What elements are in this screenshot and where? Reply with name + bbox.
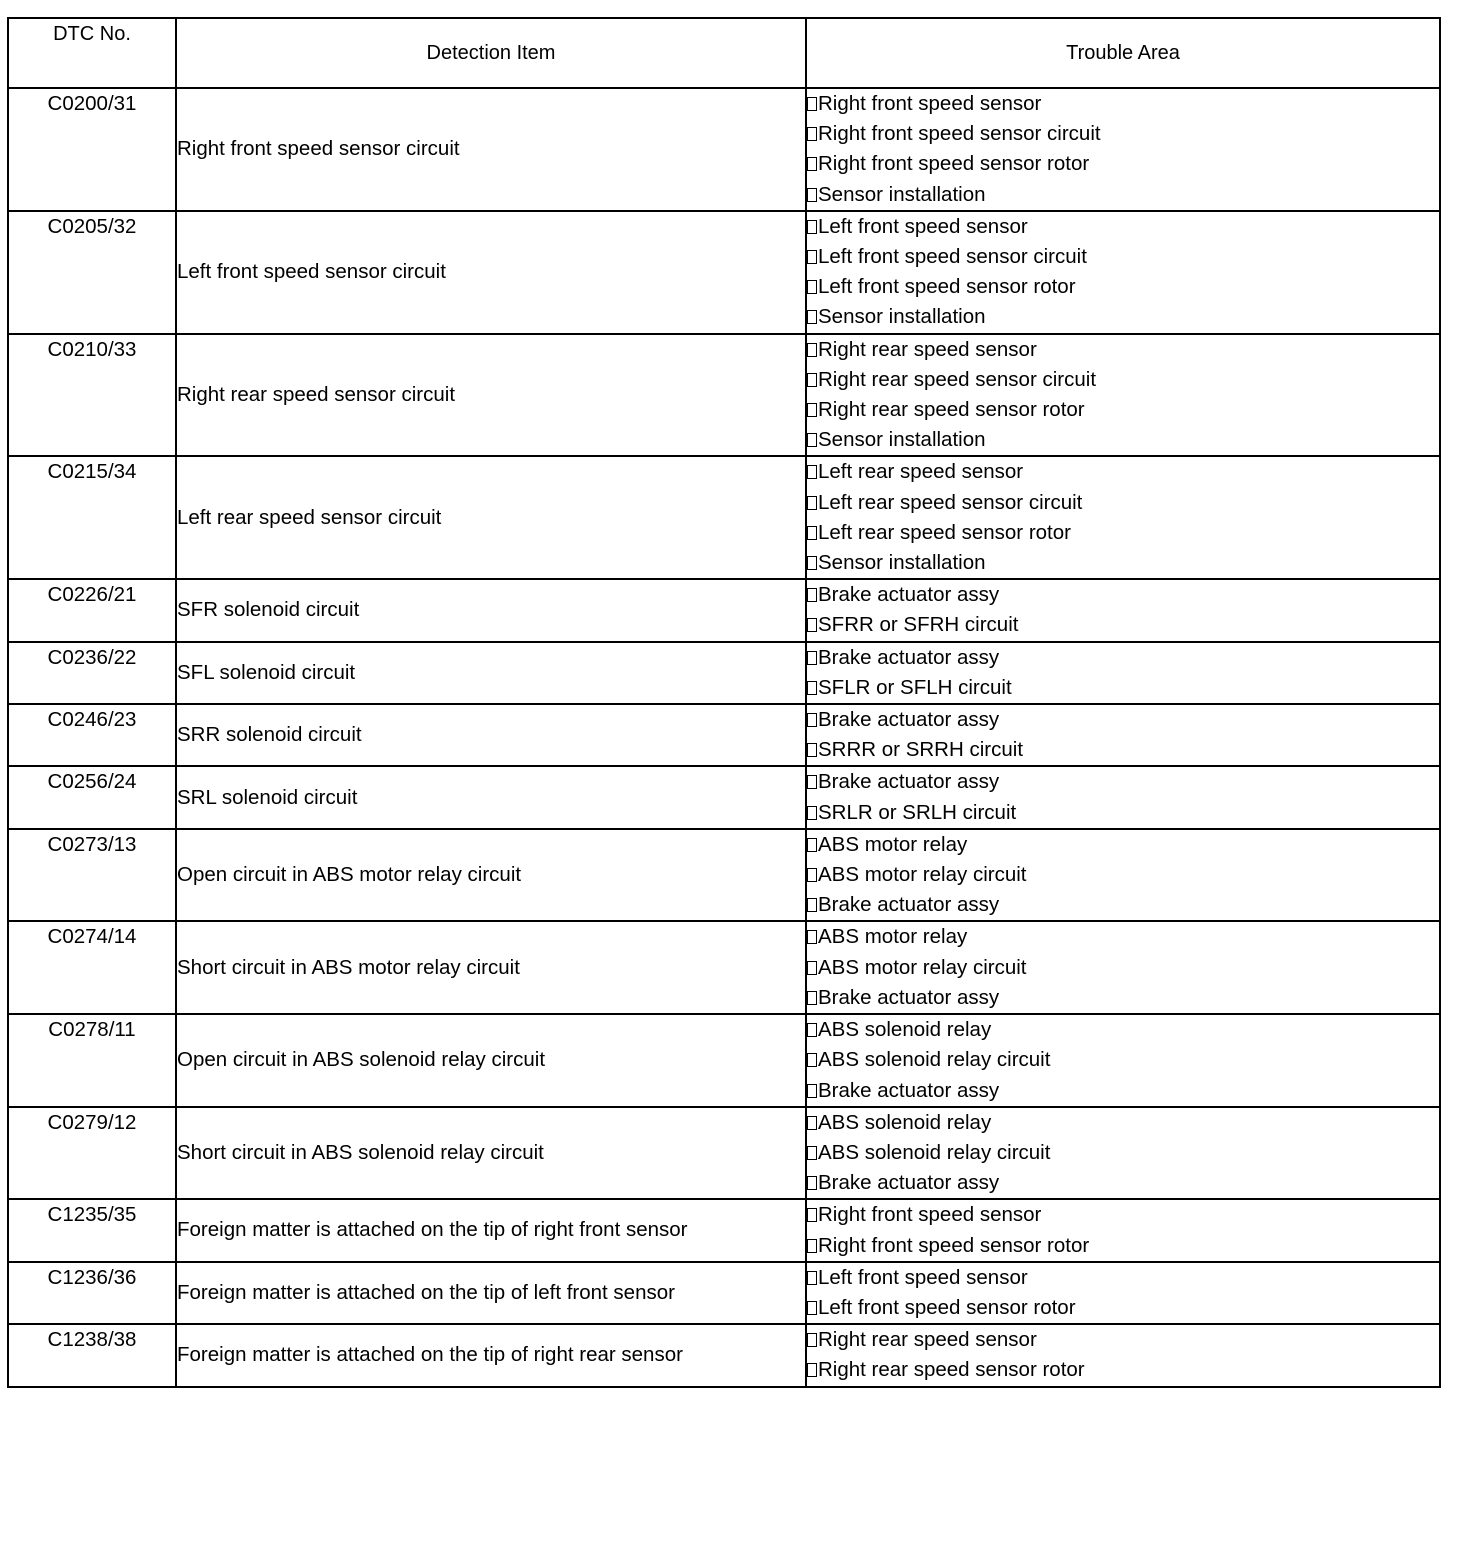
checkbox-square-icon [807, 157, 817, 171]
trouble-area-text: Right rear speed sensor [818, 1328, 1037, 1352]
table-row [8, 1107, 1440, 1200]
table-row [8, 1262, 1440, 1324]
dtc-code-cell: C0205/32 [8, 211, 176, 334]
trouble-area-text: Right rear speed sensor [818, 337, 1037, 361]
trouble-area-text: Right front speed sensor rotor [818, 152, 1090, 176]
table-row [8, 579, 1440, 641]
checkbox-square-icon [807, 97, 817, 111]
table-row [8, 88, 1440, 211]
trouble-area-text: Brake actuator assy [818, 1171, 1000, 1195]
checkbox-square-icon [807, 1271, 817, 1285]
trouble-area-item [807, 1263, 1439, 1293]
trouble-area-item [807, 922, 1439, 952]
trouble-area-item [807, 457, 1439, 487]
trouble-area-text: Right rear speed sensor rotor [818, 1358, 1085, 1382]
dtc-code-cell: C0200/31 [8, 88, 176, 211]
trouble-area-text: Left front speed sensor [818, 214, 1028, 238]
dtc-code-cell: C0279/12 [8, 1107, 176, 1200]
trouble-area-text: Brake actuator assy [818, 985, 1000, 1009]
dtc-code-cell: C0236/22 [8, 642, 176, 704]
trouble-area-item [807, 767, 1439, 797]
trouble-area-item [807, 1045, 1439, 1075]
trouble-area-item [807, 425, 1439, 455]
checkbox-square-icon [807, 775, 817, 789]
trouble-area-cell [806, 1014, 1440, 1107]
trouble-area-item [807, 1293, 1439, 1323]
checkbox-square-icon [807, 1208, 817, 1222]
trouble-area-text: ABS solenoid relay circuit [818, 1140, 1051, 1164]
trouble-area-item [807, 1108, 1439, 1138]
trouble-area-item [807, 673, 1439, 703]
trouble-area-item [807, 1200, 1439, 1230]
trouble-area-text: Brake actuator assy [818, 1078, 1000, 1102]
trouble-area-text: Sensor installation [818, 428, 986, 452]
dtc-code-cell: C0273/13 [8, 829, 176, 922]
header-trouble-area: Trouble Area [806, 18, 1440, 88]
checkbox-square-icon [807, 651, 817, 665]
trouble-area-item [807, 705, 1439, 735]
trouble-area-item [807, 1231, 1439, 1261]
trouble-area-item [807, 335, 1439, 365]
checkbox-square-icon [807, 1176, 817, 1190]
trouble-area-text: SFRR or SFRH circuit [818, 613, 1019, 637]
trouble-area-item [807, 365, 1439, 395]
trouble-area-text: SRLR or SRLH circuit [818, 800, 1017, 824]
trouble-area-text: ABS motor relay circuit [818, 863, 1027, 887]
table-row [8, 642, 1440, 704]
checkbox-square-icon [807, 806, 817, 820]
trouble-area-item [807, 548, 1439, 578]
trouble-area-item [807, 610, 1439, 640]
detection-item-cell: Foreign matter is attached on the tip of right front sensor [176, 1199, 806, 1261]
trouble-area-text: Sensor installation [818, 305, 986, 329]
checkbox-square-icon [807, 1084, 817, 1098]
header-detection-item: Detection Item [176, 18, 806, 88]
checkbox-square-icon [807, 743, 817, 757]
trouble-area-text: Brake actuator assy [818, 893, 1000, 917]
trouble-area-item [807, 1325, 1439, 1355]
checkbox-square-icon [807, 188, 817, 202]
trouble-area-cell [806, 579, 1440, 641]
trouble-area-item [807, 119, 1439, 149]
checkbox-square-icon [807, 1363, 817, 1377]
trouble-area-text: Brake actuator assy [818, 770, 1000, 794]
trouble-area-text: Sensor installation [818, 182, 986, 206]
checkbox-square-icon [807, 868, 817, 882]
dtc-code-cell: C0210/33 [8, 334, 176, 457]
trouble-area-item [807, 180, 1439, 210]
checkbox-square-icon [807, 127, 817, 141]
trouble-area-text: Sensor installation [818, 551, 986, 575]
trouble-area-text: Left front speed sensor rotor [818, 1295, 1076, 1319]
trouble-area-cell [806, 921, 1440, 1014]
trouble-area-text: Left rear speed sensor rotor [818, 520, 1071, 544]
trouble-area-text: SFLR or SFLH circuit [818, 675, 1012, 699]
checkbox-square-icon [807, 310, 817, 324]
checkbox-square-icon [807, 991, 817, 1005]
table-row [8, 211, 1440, 334]
checkbox-square-icon [807, 220, 817, 234]
trouble-area-text: ABS motor relay circuit [818, 955, 1027, 979]
checkbox-square-icon [807, 961, 817, 975]
checkbox-square-icon [807, 250, 817, 264]
trouble-area-cell [806, 456, 1440, 579]
trouble-area-text: Brake actuator assy [818, 583, 1000, 607]
checkbox-square-icon [807, 556, 817, 570]
trouble-area-text: Right front speed sensor circuit [818, 122, 1101, 146]
trouble-area-item [807, 518, 1439, 548]
trouble-area-text: Brake actuator assy [818, 645, 1000, 669]
trouble-area-text: Left front speed sensor rotor [818, 275, 1076, 299]
detection-item-cell: Left rear speed sensor circuit [176, 456, 806, 579]
trouble-area-item [807, 830, 1439, 860]
checkbox-square-icon [807, 588, 817, 602]
checkbox-square-icon [807, 618, 817, 632]
table-row [8, 829, 1440, 922]
trouble-area-text: ABS motor relay [818, 832, 968, 856]
checkbox-square-icon [807, 433, 817, 447]
trouble-area-text: ABS solenoid relay circuit [818, 1048, 1051, 1072]
detection-item-cell: SFR solenoid circuit [176, 579, 806, 641]
trouble-area-text: Left front speed sensor circuit [818, 245, 1087, 269]
trouble-area-item [807, 890, 1439, 920]
trouble-area-item [807, 272, 1439, 302]
trouble-area-item [807, 1015, 1439, 1045]
detection-item-cell: Right front speed sensor circuit [176, 88, 806, 211]
trouble-area-cell [806, 1199, 1440, 1261]
detection-item-cell: SRR solenoid circuit [176, 704, 806, 766]
trouble-area-item [807, 953, 1439, 983]
dtc-code-cell: C0246/23 [8, 704, 176, 766]
trouble-area-text: Right front speed sensor [818, 1203, 1042, 1227]
checkbox-square-icon [807, 1333, 817, 1347]
checkbox-square-icon [807, 280, 817, 294]
checkbox-square-icon [807, 526, 817, 540]
trouble-area-cell [806, 88, 1440, 211]
dtc-code-cell: C0274/14 [8, 921, 176, 1014]
trouble-area-cell [806, 829, 1440, 922]
trouble-area-item [807, 212, 1439, 242]
dtc-table [7, 17, 1441, 1388]
trouble-area-text: Left rear speed sensor circuit [818, 490, 1083, 514]
trouble-area-text: Right rear speed sensor rotor [818, 398, 1085, 422]
trouble-area-item [807, 983, 1439, 1013]
trouble-area-cell [806, 704, 1440, 766]
trouble-area-item [807, 1168, 1439, 1198]
trouble-area-cell [806, 334, 1440, 457]
table-body [8, 88, 1440, 1387]
table-row [8, 1199, 1440, 1261]
trouble-area-item [807, 1076, 1439, 1106]
checkbox-square-icon [807, 373, 817, 387]
detection-item-cell: Foreign matter is attached on the tip of right rear sensor [176, 1324, 806, 1386]
detection-item-cell: Foreign matter is attached on the tip of left front sensor [176, 1262, 806, 1324]
trouble-area-text: Right front speed sensor rotor [818, 1233, 1090, 1257]
dtc-code-cell: C1235/35 [8, 1199, 176, 1261]
trouble-area-text: SRRR or SRRH circuit [818, 738, 1024, 762]
trouble-area-text: ABS motor relay [818, 925, 968, 949]
trouble-area-item [807, 643, 1439, 673]
table-row [8, 921, 1440, 1014]
trouble-area-item [807, 488, 1439, 518]
checkbox-square-icon [807, 1116, 817, 1130]
checkbox-square-icon [807, 898, 817, 912]
checkbox-square-icon [807, 343, 817, 357]
table-row [8, 334, 1440, 457]
trouble-area-text: Left front speed sensor [818, 1265, 1028, 1289]
detection-item-cell: SRL solenoid circuit [176, 766, 806, 828]
detection-item-cell: SFL solenoid circuit [176, 642, 806, 704]
trouble-area-item [807, 1355, 1439, 1385]
checkbox-square-icon [807, 838, 817, 852]
checkbox-square-icon [807, 713, 817, 727]
trouble-area-text: ABS solenoid relay [818, 1018, 992, 1042]
trouble-area-item [807, 580, 1439, 610]
dtc-code-cell: C1238/38 [8, 1324, 176, 1386]
dtc-code-cell: C0215/34 [8, 456, 176, 579]
table-row [8, 1014, 1440, 1107]
table-row [8, 456, 1440, 579]
trouble-area-cell [806, 1262, 1440, 1324]
trouble-area-item [807, 89, 1439, 119]
checkbox-square-icon [807, 1053, 817, 1067]
detection-item-cell: Short circuit in ABS motor relay circuit [176, 921, 806, 1014]
checkbox-square-icon [807, 930, 817, 944]
trouble-area-cell [806, 1324, 1440, 1386]
checkbox-square-icon [807, 1023, 817, 1037]
dtc-code-cell: C0278/11 [8, 1014, 176, 1107]
trouble-area-item [807, 302, 1439, 332]
trouble-area-text: Right front speed sensor [818, 92, 1042, 115]
trouble-area-item [807, 395, 1439, 425]
trouble-area-cell [806, 766, 1440, 828]
checkbox-square-icon [807, 1239, 817, 1253]
table-row [8, 766, 1440, 828]
checkbox-square-icon [807, 1146, 817, 1160]
detection-item-cell: Short circuit in ABS solenoid relay circuit [176, 1107, 806, 1200]
trouble-area-cell [806, 642, 1440, 704]
trouble-area-text: ABS solenoid relay [818, 1110, 992, 1134]
header-row [8, 18, 1440, 88]
trouble-area-text: Brake actuator assy [818, 708, 1000, 732]
detection-item-cell: Open circuit in ABS motor relay circuit [176, 829, 806, 922]
trouble-area-cell [806, 211, 1440, 334]
detection-item-cell: Right rear speed sensor circuit [176, 334, 806, 457]
table-row [8, 1324, 1440, 1386]
trouble-area-item [807, 735, 1439, 765]
dtc-code-cell: C0256/24 [8, 766, 176, 828]
detection-item-cell: Left front speed sensor circuit [176, 211, 806, 334]
dtc-code-cell: C0226/21 [8, 579, 176, 641]
table-row [8, 704, 1440, 766]
checkbox-square-icon [807, 1301, 817, 1315]
trouble-area-item [807, 149, 1439, 179]
checkbox-square-icon [807, 681, 817, 695]
header-dtc-no: DTC No. [8, 18, 176, 88]
dtc-code-cell: C1236/36 [8, 1262, 176, 1324]
table-header [8, 18, 1440, 88]
trouble-area-item [807, 1138, 1439, 1168]
trouble-area-item [807, 798, 1439, 828]
checkbox-square-icon [807, 403, 817, 417]
detection-item-cell: Open circuit in ABS solenoid relay circuit [176, 1014, 806, 1107]
checkbox-square-icon [807, 465, 817, 479]
trouble-area-text: Left rear speed sensor [818, 460, 1024, 484]
trouble-area-item [807, 860, 1439, 890]
checkbox-square-icon [807, 496, 817, 510]
trouble-area-cell [806, 1107, 1440, 1200]
trouble-area-text: Right rear speed sensor circuit [818, 367, 1097, 391]
trouble-area-item [807, 242, 1439, 272]
